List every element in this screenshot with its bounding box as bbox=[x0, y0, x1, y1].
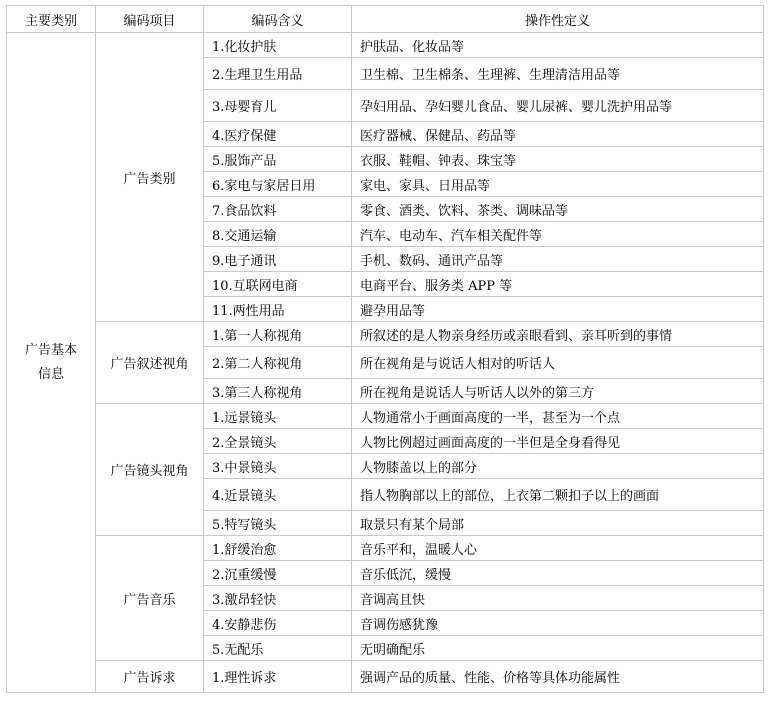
definition-cell: 指人物胸部以上的部位，上衣第二颗扣子以上的画面 bbox=[352, 479, 764, 511]
definition-cell: 人物比例超过画面高度的一半但是全身看得见 bbox=[352, 429, 764, 454]
code-cell: 5.服饰产品 bbox=[204, 147, 352, 172]
code-cell: 2.全景镜头 bbox=[204, 429, 352, 454]
code-cell: 2.沉重缓慢 bbox=[204, 561, 352, 586]
code-cell: 3.中景镜头 bbox=[204, 454, 352, 479]
definition-cell: 汽车、电动车、汽车相关配件等 bbox=[352, 222, 764, 247]
coding-item-cell: 广告镜头视角 bbox=[96, 404, 204, 536]
definition-cell: 孕妇用品、孕妇婴儿食品、婴儿尿裤、婴儿洗护用品等 bbox=[352, 90, 764, 122]
code-cell: 6.家电与家居日用 bbox=[204, 172, 352, 197]
table-row bbox=[7, 661, 764, 693]
definition-cell: 手机、数码、通讯产品等 bbox=[352, 247, 764, 272]
definition-cell: 所叙述的是人物亲身经历或亲眼看到、亲耳听到的事情 bbox=[352, 322, 764, 347]
definition-cell: 零食、酒类、饮料、茶类、调味品等 bbox=[352, 197, 764, 222]
definition-cell: 避孕用品等 bbox=[352, 297, 764, 322]
table-row bbox=[7, 536, 764, 561]
definition-cell: 医疗器械、保健品、药品等 bbox=[352, 122, 764, 147]
table-row bbox=[7, 404, 764, 429]
definition-cell: 人物膝盖以上的部分 bbox=[352, 454, 764, 479]
code-cell: 1.第一人称视角 bbox=[204, 322, 352, 347]
code-cell: 9.电子通讯 bbox=[204, 247, 352, 272]
definition-cell: 人物通常小于画面高度的一半，甚至为一个点 bbox=[352, 404, 764, 429]
coding-item-cell: 广告类别 bbox=[96, 33, 204, 322]
code-cell: 10.互联网电商 bbox=[204, 272, 352, 297]
code-cell: 1.远景镜头 bbox=[204, 404, 352, 429]
code-cell: 4.医疗保健 bbox=[204, 122, 352, 147]
table-row bbox=[7, 322, 764, 347]
header-main-category: 主要类别 bbox=[7, 6, 96, 33]
definition-cell: 所在视角是与说话人相对的听话人 bbox=[352, 347, 764, 379]
definition-cell: 卫生棉、卫生棉条、生理裤、生理清洁用品等 bbox=[352, 58, 764, 90]
definition-cell: 音乐平和，温暖人心 bbox=[352, 536, 764, 561]
header-operational-definition: 操作性定义 bbox=[352, 6, 764, 33]
definition-cell: 无明确配乐 bbox=[352, 636, 764, 661]
code-cell: 7.食品饮料 bbox=[204, 197, 352, 222]
definition-cell: 强调产品的质量、性能、价格等具体功能属性 bbox=[352, 661, 764, 693]
header-coding-item: 编码项目 bbox=[96, 6, 204, 33]
code-cell: 4.近景镜头 bbox=[204, 479, 352, 511]
definition-cell: 所在视角是说话人与听话人以外的第三方 bbox=[352, 379, 764, 404]
code-cell: 4.安静悲伤 bbox=[204, 611, 352, 636]
code-cell: 3.母婴育儿 bbox=[204, 90, 352, 122]
main-category-cell: 广告基本 信息 bbox=[7, 33, 96, 693]
definition-cell: 衣服、鞋帽、钟表、珠宝等 bbox=[352, 147, 764, 172]
definition-cell: 护肤品、化妆品等 bbox=[352, 33, 764, 58]
code-cell: 11.两性用品 bbox=[204, 297, 352, 322]
code-cell: 5.无配乐 bbox=[204, 636, 352, 661]
definition-cell: 音调伤感犹豫 bbox=[352, 611, 764, 636]
code-cell: 2.第二人称视角 bbox=[204, 347, 352, 379]
code-cell: 3.激昂轻快 bbox=[204, 586, 352, 611]
definition-cell: 电商平台、服务类 APP 等 bbox=[352, 272, 764, 297]
code-cell: 8.交通运输 bbox=[204, 222, 352, 247]
coding-item-cell: 广告叙述视角 bbox=[96, 322, 204, 404]
header-code-meaning: 编码含义 bbox=[204, 6, 352, 33]
code-cell: 3.第三人称视角 bbox=[204, 379, 352, 404]
code-cell: 1.理性诉求 bbox=[204, 661, 352, 693]
header-row bbox=[7, 6, 764, 33]
coding-item-cell: 广告音乐 bbox=[96, 536, 204, 661]
definition-cell: 取景只有某个局部 bbox=[352, 511, 764, 536]
code-cell: 1.舒缓治愈 bbox=[204, 536, 352, 561]
code-cell: 5.特写镜头 bbox=[204, 511, 352, 536]
definition-cell: 音调高且快 bbox=[352, 586, 764, 611]
table-row bbox=[7, 33, 764, 58]
coding-table bbox=[6, 5, 764, 693]
code-cell: 2.生理卫生用品 bbox=[204, 58, 352, 90]
definition-cell: 家电、家具、日用品等 bbox=[352, 172, 764, 197]
definition-cell: 音乐低沉，缓慢 bbox=[352, 561, 764, 586]
coding-item-cell: 广告诉求 bbox=[96, 661, 204, 693]
code-cell: 1.化妆护肤 bbox=[204, 33, 352, 58]
